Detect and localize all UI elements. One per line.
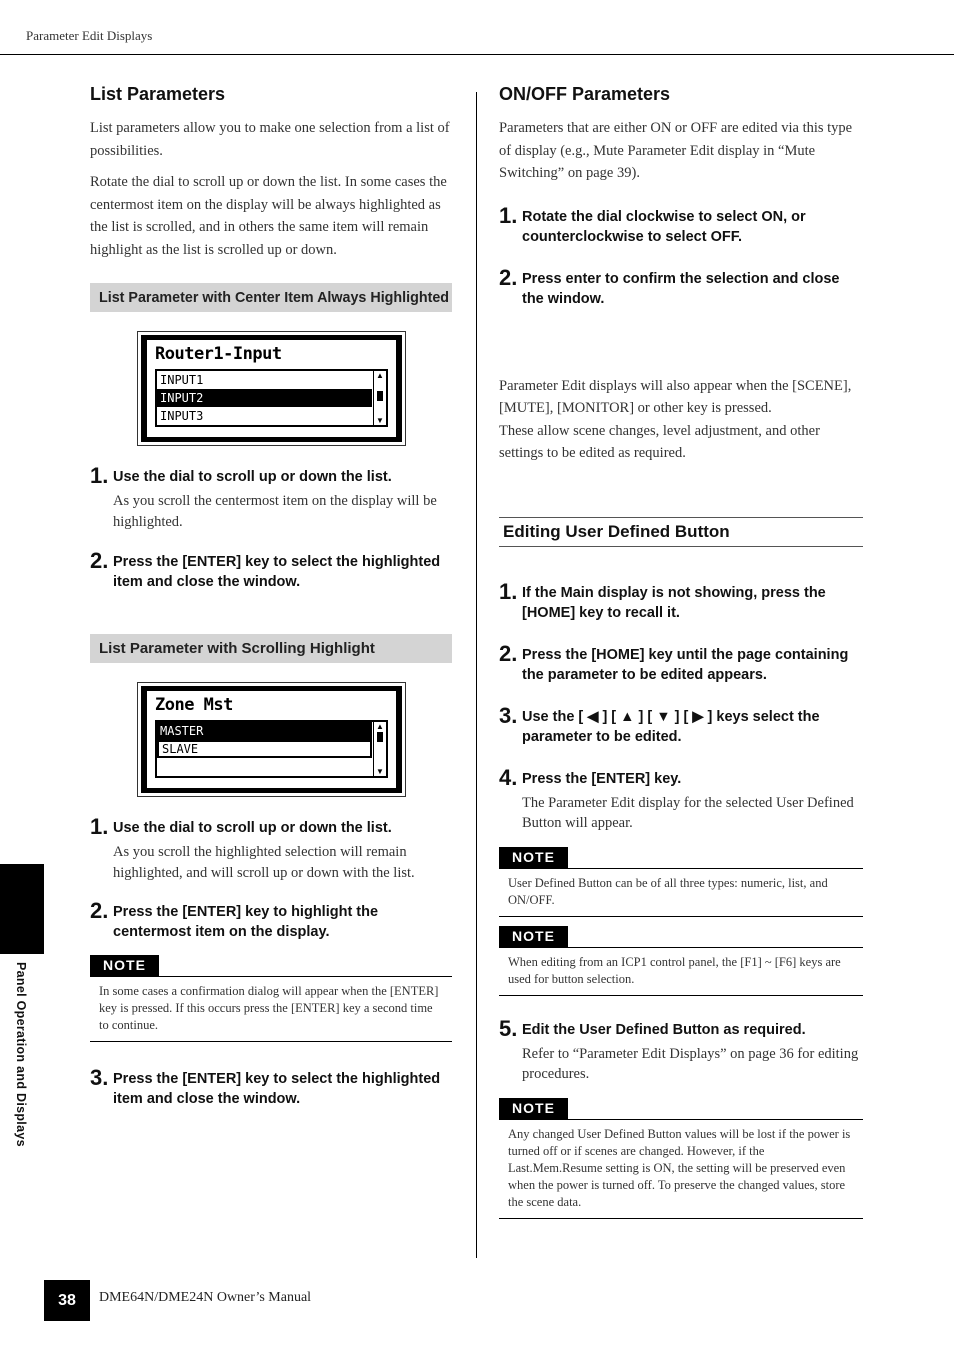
step-number: 2. <box>90 548 109 573</box>
paragraph: These allow scene changes, level adjustment, and other settings to be edited as required. <box>499 422 820 461</box>
step <box>90 548 452 592</box>
top-rule <box>0 54 954 55</box>
scroll-thumb <box>377 391 383 401</box>
lcd-scrollbar <box>373 722 386 776</box>
step-number: 1. <box>90 463 109 488</box>
step <box>499 764 863 834</box>
lcd-list <box>155 720 388 778</box>
chapter-tab <box>0 864 44 954</box>
scroll-down-arrow-icon: ▼ <box>376 767 384 776</box>
step-text: Use the [ ◀ ] [ ▲ ] [ ▼ ] [ ▶ ] keys select the parameter to be edited. <box>522 708 820 745</box>
lcd-screenshot-router-input <box>137 331 406 446</box>
step-text: Press the [ENTER] key to select the highlighted item and close the window. <box>113 554 441 590</box>
chapter-tab-label <box>10 962 30 1172</box>
note-label: NOTE <box>499 1098 568 1119</box>
step-description: As you scroll the centermost item on the display will be highlighted. <box>113 493 437 530</box>
note <box>499 926 863 996</box>
step-number: 3. <box>499 702 518 728</box>
step-text: Press the [ENTER] key to highlight the centermost item on the display. <box>113 904 379 940</box>
subheading-center-highlight: List Parameter with Center Item Always Highlighted <box>90 283 452 312</box>
step-description: The Parameter Edit display for the selected User Defined Button will appear. <box>522 794 854 831</box>
lcd-list-item-selected: INPUT2 <box>157 389 372 407</box>
lcd-screen <box>147 691 396 788</box>
step-text: Press enter to confirm the selection and close the window. <box>522 270 840 307</box>
step <box>499 578 863 623</box>
paragraph: Parameter Edit displays will also appear when the [SCENE], [MUTE], [MONITOR] or other key is pressed. <box>499 377 852 416</box>
left-column <box>90 84 452 1109</box>
section-title-list-parameters: List Parameters <box>90 84 226 104</box>
lcd-list-item-selected: MASTER <box>157 722 372 740</box>
column-divider <box>476 92 477 1258</box>
step-text: If the Main display is not showing, press the [HOME] key to recall it. <box>522 584 826 621</box>
lcd-list <box>155 369 388 427</box>
lcd-bezel <box>141 686 402 793</box>
step-number: 1. <box>499 202 518 228</box>
step-number: 5. <box>499 1015 518 1041</box>
subheading-scrolling-highlight: List Parameter with Scrolling Highlight <box>90 634 452 663</box>
step-description: As you scroll the highlighted selection will remain highlighted, and will scroll up or down with the list. <box>113 844 415 881</box>
paragraph: List parameters allow you to make one selection from a list of possibilities. <box>90 120 450 159</box>
step-text: Press the [HOME] key until the page containing the parameter to be edited appears. <box>522 646 849 683</box>
lcd-title: Router1-Input <box>155 344 282 364</box>
lcd-screen <box>147 340 396 437</box>
step-text: Edit the User Defined Button as required. <box>522 1021 806 1038</box>
step-text: Rotate the dial clockwise to select ON, or counterclockwise to select OFF. <box>522 208 806 245</box>
step-number: 1. <box>499 578 518 604</box>
step-text: Press the [ENTER] key. <box>522 770 682 787</box>
section-title-onoff-parameters: ON/OFF Parameters <box>499 84 671 104</box>
step <box>499 640 863 685</box>
step-number: 2. <box>499 264 518 290</box>
step <box>90 463 452 532</box>
step-number: 3. <box>90 1065 109 1090</box>
lcd-bezel <box>141 335 402 442</box>
lcd-list-item-cursor: SLAVE <box>157 740 372 758</box>
step-text: Press the [ENTER] key to select the highlighted item and close the window. <box>113 1071 441 1107</box>
paragraph: Rotate the dial to scroll up or down the list. In some cases the centermost item on the display will be always highlighted as the list is scrolled, and in others the same item will remain highlight as the list is scrolled up or down. <box>90 174 447 258</box>
step <box>90 1065 452 1109</box>
note <box>499 847 863 917</box>
step <box>90 814 452 883</box>
lcd-list-item: INPUT1 <box>160 373 204 387</box>
step-text: Use the dial to scroll up or down the list. <box>113 469 392 485</box>
scroll-down-arrow-icon: ▼ <box>376 416 384 425</box>
note-body: Any changed User Defined Button values will be lost if the power is turned off or if scenes are changed. However, if the Last.Mem.Resume setting is ON, the setting will be preserved even when the power is turned off. To preserve the changed values, store the scene data. <box>499 1119 863 1219</box>
step-number: 1. <box>90 814 109 839</box>
right-column <box>499 84 863 1219</box>
lcd-screenshot-zone-mst <box>137 682 406 797</box>
lcd-list-item <box>157 758 372 776</box>
footer-manual-title: DME64N/DME24N Owner’s Manual <box>99 1290 312 1305</box>
chapter-tab-text: Panel Operation and Displays <box>14 962 28 1147</box>
step-text: Use the dial to scroll up or down the list. <box>113 820 392 836</box>
step <box>499 202 863 247</box>
note-label: NOTE <box>90 955 159 976</box>
step-number: 4. <box>499 764 518 790</box>
running-head: Parameter Edit Displays <box>26 28 153 43</box>
step <box>90 898 452 942</box>
lcd-list-item: INPUT3 <box>160 409 204 423</box>
step <box>499 264 863 309</box>
step-number: 2. <box>90 898 109 923</box>
scroll-up-arrow-icon: ▲ <box>376 371 384 380</box>
note-body: When editing from an ICP1 control panel, the [F1] ~ [F6] keys are used for button selection. <box>499 947 863 996</box>
step-description: Refer to “Parameter Edit Displays” on page 36 for editing procedures. <box>522 1045 859 1082</box>
subheading-editing-user-defined-button: Editing User Defined Button <box>499 517 863 547</box>
scroll-up-arrow-icon: ▲ <box>376 722 384 731</box>
note-label: NOTE <box>499 847 568 868</box>
scroll-thumb <box>377 732 383 742</box>
lcd-title: Zone Mst <box>155 695 233 715</box>
step-number: 2. <box>499 640 518 666</box>
step <box>499 702 863 747</box>
page-number: 38 <box>44 1280 90 1321</box>
paragraph: Parameters that are either ON or OFF are edited via this type of display (e.g., Mute Parameter Edit display in “Mute Switching” on page 39). <box>499 120 853 181</box>
lcd-scrollbar <box>373 371 386 425</box>
note-body: In some cases a confirmation dialog will appear when the [ENTER] key is pressed. If this occurs press the [ENTER] key a second time to continue. <box>90 976 452 1042</box>
step <box>499 1015 863 1085</box>
note-body: User Defined Button can be of all three types: numeric, list, and ON/OFF. <box>499 868 863 917</box>
note <box>90 955 452 1042</box>
note-label: NOTE <box>499 926 568 947</box>
note <box>499 1098 863 1219</box>
